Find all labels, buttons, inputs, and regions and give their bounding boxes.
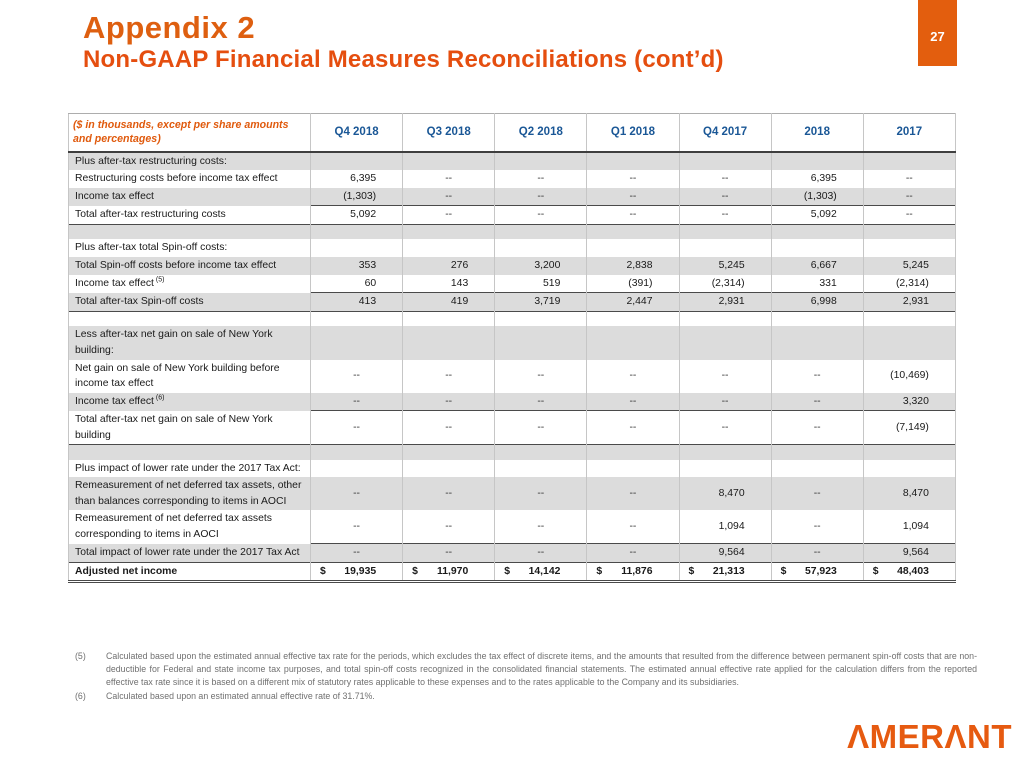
table-row <box>69 293 956 312</box>
dollar-sign: $ <box>780 565 787 577</box>
cell-value <box>403 152 495 171</box>
cell-value: $ 14,142 <box>495 562 587 582</box>
cell-value: (10,469) <box>863 360 955 393</box>
cell-value <box>587 460 679 478</box>
cell-value: $ 21,313 <box>679 562 771 582</box>
cell-value <box>495 224 587 239</box>
cell-value: (1,303) <box>771 188 863 206</box>
column-header: Q2 2018 <box>495 114 587 152</box>
cell-value: 2,447 <box>587 293 679 312</box>
cell-value: -- <box>495 544 587 563</box>
table-row <box>69 544 956 563</box>
cell-value <box>679 152 771 171</box>
cell-value: -- <box>587 206 679 225</box>
cell-value: -- <box>311 360 403 393</box>
cell-value: -- <box>403 360 495 393</box>
cell-value <box>403 326 495 359</box>
table-row <box>69 152 956 171</box>
table-header-row <box>69 114 956 152</box>
cell-value <box>587 326 679 359</box>
cell-value <box>311 152 403 171</box>
table-row <box>69 510 956 543</box>
cell-value: -- <box>587 477 679 510</box>
cell-value: $ 48,403 <box>863 562 955 582</box>
cell-value <box>863 311 955 326</box>
table-row <box>69 393 956 411</box>
table-row <box>69 460 956 478</box>
cell-value <box>495 152 587 171</box>
cell-value: -- <box>771 544 863 563</box>
table-row <box>69 188 956 206</box>
page-number-badge <box>918 0 957 66</box>
cell-value: 60 <box>311 275 403 293</box>
cell-value: -- <box>495 510 587 543</box>
cell-value: -- <box>495 393 587 411</box>
cell-value: -- <box>403 188 495 206</box>
row-label: Total after-tax restructuring costs <box>69 206 311 225</box>
table-row <box>69 562 956 582</box>
cell-value: (2,314) <box>863 275 955 293</box>
cell-value <box>403 239 495 257</box>
cell-value: -- <box>311 477 403 510</box>
table-row <box>69 275 956 293</box>
dollar-sign: $ <box>872 565 879 577</box>
dollar-sign: $ <box>688 565 695 577</box>
cell-value <box>587 445 679 460</box>
table-units-label: ($ in thousands, except per share amounts and percentages) <box>69 114 311 152</box>
cell-value: 143 <box>403 275 495 293</box>
row-label: Income tax effect $^{(6)}$ <box>69 393 311 411</box>
cell-value: 419 <box>403 293 495 312</box>
row-label: Net gain on sale of New York building before income tax effect <box>69 360 311 393</box>
cell-value <box>403 224 495 239</box>
table-row <box>69 411 956 445</box>
cell-value: 6,395 <box>311 170 403 188</box>
cell-value <box>587 224 679 239</box>
cell-value <box>495 311 587 326</box>
cell-value: -- <box>587 510 679 543</box>
cell-value <box>863 224 955 239</box>
cell-value <box>771 445 863 460</box>
cell-value: 5,245 <box>679 257 771 275</box>
slide-header <box>83 10 724 73</box>
page-number: 27 <box>930 29 945 44</box>
table-header <box>69 114 956 152</box>
cell-value <box>679 445 771 460</box>
cell-value <box>679 224 771 239</box>
cell-value: -- <box>771 510 863 543</box>
cell-value <box>771 239 863 257</box>
cell-value <box>771 311 863 326</box>
row-label <box>69 311 311 326</box>
row-label: Restructuring costs before income tax effect <box>69 170 311 188</box>
row-label: Remeasurement of net deferred tax assets, other than balances corresponding to items in AOCI <box>69 477 311 510</box>
cell-value: -- <box>311 544 403 563</box>
cell-value <box>863 460 955 478</box>
row-label: Total after-tax Spin-off costs <box>69 293 311 312</box>
reconciliation-table <box>68 113 956 583</box>
table-row <box>69 311 956 326</box>
footnote <box>75 690 977 703</box>
dollar-sign: $ <box>412 565 418 577</box>
cell-value: -- <box>771 360 863 393</box>
cell-value <box>311 460 403 478</box>
cell-value: $ 57,923 <box>771 562 863 582</box>
cell-value: -- <box>403 510 495 543</box>
footnote <box>75 650 977 690</box>
row-label: Plus after-tax total Spin-off costs: <box>69 239 311 257</box>
reconciliation-table-body <box>69 152 956 582</box>
cell-value <box>863 445 955 460</box>
cell-value: 6,998 <box>771 293 863 312</box>
cell-value <box>311 224 403 239</box>
table-row <box>69 239 956 257</box>
cell-value: 6,395 <box>771 170 863 188</box>
cell-value <box>311 311 403 326</box>
cell-value: -- <box>495 188 587 206</box>
cell-value <box>495 460 587 478</box>
footnote-marker: (6) <box>75 690 86 701</box>
cell-value: -- <box>863 188 955 206</box>
cell-value: 5,245 <box>863 257 955 275</box>
cell-value <box>495 326 587 359</box>
cell-value <box>679 239 771 257</box>
row-label: Total impact of lower rate under the 2017 Tax Act <box>69 544 311 563</box>
column-header: Q3 2018 <box>403 114 495 152</box>
cell-value: (2,314) <box>679 275 771 293</box>
cell-value: -- <box>771 393 863 411</box>
cell-value: 276 <box>403 257 495 275</box>
row-label <box>69 445 311 460</box>
dollar-sign: $ <box>596 565 603 577</box>
cell-value: -- <box>403 393 495 411</box>
amerant-logo: ΛMERΛNT <box>847 718 1012 755</box>
cell-value <box>403 311 495 326</box>
footnote-marker: (5) <box>75 651 86 661</box>
cell-value: 519 <box>495 275 587 293</box>
cell-value <box>587 311 679 326</box>
row-label: Income tax effect <box>69 188 311 206</box>
cell-value: 5,092 <box>311 206 403 225</box>
cell-value <box>587 152 679 171</box>
footnotes <box>75 650 977 703</box>
cell-value <box>771 152 863 171</box>
cell-value: -- <box>587 170 679 188</box>
cell-value: -- <box>771 411 863 445</box>
cell-value <box>587 239 679 257</box>
cell-value: -- <box>495 411 587 445</box>
row-label: Remeasurement of net deferred tax assets corresponding to items in AOCI <box>69 510 311 543</box>
cell-value: 9,564 <box>679 544 771 563</box>
cell-value: -- <box>311 393 403 411</box>
footnote-reference: (6) <box>153 394 165 402</box>
column-header: 2018 <box>771 114 863 152</box>
cell-value: (7,149) <box>863 411 955 445</box>
cell-value: -- <box>771 477 863 510</box>
column-header: Q4 2018 <box>311 114 403 152</box>
cell-value: 1,094 <box>863 510 955 543</box>
cell-value: 331 <box>771 275 863 293</box>
cell-value: -- <box>403 206 495 225</box>
cell-value <box>403 445 495 460</box>
page-title: Appendix 2 <box>83 10 256 45</box>
cell-value: -- <box>679 188 771 206</box>
cell-value: 8,470 <box>679 477 771 510</box>
row-label: Total Spin-off costs before income tax effect <box>69 257 311 275</box>
cell-value: -- <box>587 544 679 563</box>
table-row <box>69 477 956 510</box>
cell-value <box>863 152 955 171</box>
cell-value: 2,931 <box>679 293 771 312</box>
column-header: Q1 2018 <box>587 114 679 152</box>
cell-value: 9,564 <box>863 544 955 563</box>
cell-value: -- <box>679 206 771 225</box>
footnote-reference: (5) <box>153 276 165 284</box>
cell-value: -- <box>679 411 771 445</box>
row-label: Plus after-tax restructuring costs: <box>69 152 311 171</box>
cell-value: -- <box>863 170 955 188</box>
table-row <box>69 170 956 188</box>
footnote-text: Calculated based upon an estimated annual effective rate of 31.71%. <box>106 690 375 701</box>
row-label <box>69 224 311 239</box>
footnote-text: Calculated based upon the estimated annual effective tax rate for the periods, which excludes the tax effect of discrete items, and the amounts that resulted from the difference between permanent spin-off costs that are non-deductible for Federal and state income tax purposes, and total spin-off costs recognized in the consolidated financial statements. The estimated annual effective rate applied for the calculation differs from the reported effective tax rate since it is based on a different mix of statutory rates applicable to these expenses and to the rates applicable to the Company and its subsidiaries. <box>106 651 977 688</box>
row-label: Less after-tax net gain on sale of New York building: <box>69 326 311 359</box>
page-subtitle: Non-GAAP Financial Measures Reconciliations (cont’d) <box>83 45 724 73</box>
cell-value <box>771 224 863 239</box>
cell-value: -- <box>587 188 679 206</box>
cell-value <box>679 311 771 326</box>
cell-value <box>311 239 403 257</box>
cell-value <box>771 326 863 359</box>
cell-value: 1,094 <box>679 510 771 543</box>
cell-value <box>679 326 771 359</box>
cell-value <box>311 326 403 359</box>
reconciliation-table-container <box>68 113 955 583</box>
cell-value: -- <box>403 477 495 510</box>
cell-value <box>495 239 587 257</box>
cell-value: 3,719 <box>495 293 587 312</box>
column-header: 2017 <box>863 114 955 152</box>
cell-value: -- <box>863 206 955 225</box>
cell-value: -- <box>587 411 679 445</box>
cell-value: -- <box>679 393 771 411</box>
cell-value <box>495 445 587 460</box>
cell-value: 6,667 <box>771 257 863 275</box>
row-label: Adjusted net income <box>69 562 311 582</box>
table-row <box>69 445 956 460</box>
cell-value: -- <box>403 411 495 445</box>
table-row <box>69 257 956 275</box>
cell-value: -- <box>495 206 587 225</box>
cell-value: -- <box>311 510 403 543</box>
cell-value: $ 11,876 <box>587 562 679 582</box>
cell-value <box>863 326 955 359</box>
cell-value <box>679 460 771 478</box>
cell-value: -- <box>495 360 587 393</box>
column-header: Q4 2017 <box>679 114 771 152</box>
cell-value: $ 11,970 <box>403 562 495 582</box>
cell-value: (1,303) <box>311 188 403 206</box>
table-row <box>69 206 956 225</box>
cell-value: -- <box>587 393 679 411</box>
row-label: Plus impact of lower rate under the 2017 Tax Act: <box>69 460 311 478</box>
cell-value <box>863 239 955 257</box>
cell-value: -- <box>495 477 587 510</box>
cell-value: -- <box>679 360 771 393</box>
cell-value <box>403 460 495 478</box>
cell-value: -- <box>587 360 679 393</box>
table-row <box>69 360 956 393</box>
dollar-sign: $ <box>504 565 511 577</box>
dollar-sign: $ <box>320 565 326 577</box>
cell-value: -- <box>403 544 495 563</box>
row-label: Income tax effect $^{(5)}$ <box>69 275 311 293</box>
cell-value: -- <box>403 170 495 188</box>
cell-value: 2,838 <box>587 257 679 275</box>
cell-value: $ 19,935 <box>311 562 403 582</box>
cell-value: 3,200 <box>495 257 587 275</box>
cell-value: -- <box>679 170 771 188</box>
cell-value: -- <box>495 170 587 188</box>
cell-value: (391) <box>587 275 679 293</box>
cell-value: 2,931 <box>863 293 955 312</box>
cell-value: 413 <box>311 293 403 312</box>
cell-value: 353 <box>311 257 403 275</box>
cell-value: 3,320 <box>863 393 955 411</box>
cell-value: 5,092 <box>771 206 863 225</box>
cell-value: 8,470 <box>863 477 955 510</box>
cell-value <box>311 445 403 460</box>
cell-value <box>771 460 863 478</box>
table-row <box>69 224 956 239</box>
cell-value: -- <box>311 411 403 445</box>
row-label: Total after-tax net gain on sale of New York building <box>69 411 311 445</box>
table-row <box>69 326 956 359</box>
